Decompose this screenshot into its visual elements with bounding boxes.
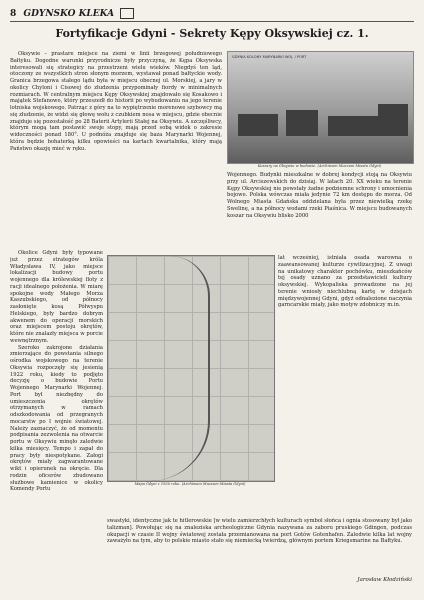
- photo-caption: Koszary na Oksywiu w budowie. (Archiwum Muzeum Miasta Gdyni): [257, 164, 382, 168]
- paragraph: lat wcześniej, istniała osada warowna o zaawansowanej kulturze cywilizacyjnej. Z uwagi na unikatowy charakter pochówku, mieszkańców tej osady uznano za przedstawicieli kultury oksywskiej. Wykopaliska prowadzone na jej terenie wniosły niechlubną kartę w dziejach międzywojennej Gdyni, gdyż odnalezione naczynia garncarskie miały, jako motyw zdobniczy m.in.: [278, 255, 412, 309]
- map-caption: Mapa Gdyni z 1930 roku. (Archiwum Muzeum Miasta Gdyni): [134, 482, 246, 486]
- header-rule: [10, 21, 414, 22]
- barracks-photo: [227, 51, 414, 164]
- paragraph: Wojennego. Budynki mieszkalne w dobrej kondycji stoją na Oksywiu przy ul. Arciszewskich do dzisiaj. W latach 20. XX wieku na terenie Kępy Oksywskiej nie powstały żadne podziemne schrony i umocnienia bojowe. Polska wówczas miała jedynie 72 km dostępu do morza. Od Wolnego Miasta Gdańska oddzielana była przez niewielką rzekę Swelinę, a na północy wodami rzeki Piaśnica. W miejscu budowanych koszar na Oksywiu blisko 2000: [227, 172, 412, 219]
- photo-label: GDYNIA KOLONY MARYNARKI WOJ. / PORT: [232, 55, 307, 59]
- paragraph: Oksywie – prastare miejsce na ziemi w linii brzegowej południowego Bałtyku. Dogodne warunki przyrodnicze były przyczyną, że Kępa Oksywska interesowali się strategicy na przestrzeni wielu wieków. Niegdyś ten ląd, otoczony ze wszystkich stron słonym morzem, wystawał ponad bałtyckie wody. Granica brzegowa stałego lądu była w miejscu obecnej ul. Morskiej, a jary w okolicy Chyloni i Cisowej do złudzenia przypominały fiordy w minimalnych rozmiarach. W centralnym miejscu Kępy Oksywskiej znajdowało się Kosakowo i majątek Stefanowo, który przeszedł do historii po wybudowaniu na jego terenie lotniska wojskowego. Patrząc z góry na to wypiętrzenie morenowe szybowcy mą się złudzenie, że widzi się głowę wołu z czubkiem nosa w miejscu, gdzie obecnie znajduje się pozostałość po 28 Baterii Artylerii Stałej na Oksywiu. A szczęśliwcy, którym mogą tam postawić swoje stopy, mają przed sobą widok o zakresie widoczności ponad 180°. U podnóża znajduje się baza Marynarki Wojennej, która będzie bohaterką kilku opowieści na kartach kwartalnika, który mają Państwo okazję mieć w ręku.: [10, 51, 222, 152]
- gdynia-map-1930: [107, 255, 275, 482]
- article-title: Fortyfikacje Gdyni - Sekrety Kępy Oksywskiej cz. 1.: [55, 27, 369, 40]
- right-column-top: [227, 172, 412, 255]
- left-column-top: [10, 51, 222, 251]
- paragraph: Okolice Gdyni były typowane już przez strategów króla Władysława IV, jako miejsce lokalizacji budowy portu wojennego dla królewskiej floty z racji idealnego położenia. W miarę spokojne wody Małego Morza Kaszubskiego, od północy zasłonięte kosą Półwyspu Helskiego, były bardzo dobrym akwenem do operacji morskich oraz miejscem postoju okrętów, które nie znalazły miejsca w porcie wewnętrznym.: [10, 250, 103, 344]
- right-column-middle: [278, 255, 412, 517]
- bottom-text: [107, 518, 412, 574]
- left-column-middle: [10, 250, 103, 508]
- paragraph: Szeroko zakrojone działania zmierzające do powstania silnego ośrodka wojskowego na terenie Oksywia rozpoczęły się jesienią 1922 roku, kiedy to podjęto decyzję o budowie Portu Wojennego Marynarki Wojennej. Port był niezbędny do umieszczenia okrętów otrzymanych w ramach odszkodowania od przegranych mocarstw po I wojnie światowej. Należy zaznaczyć, że od momentu podpisania zezwolenia na otwarcie portu w Oksywiu minęło zaledwie kilka miesięcy. Tempo i zapał do pracy były niespotykane. Załogi okrętów miały zagwarantowane wikt i opierunek na okręcie. Dla rodzin oficerów zbudowano służbowe kamienice w okolicy Komendy Portu: [10, 344, 103, 493]
- page-header: [10, 8, 134, 19]
- author-signature: Jarosław Kłodziński: [357, 577, 412, 583]
- page-number: 8: [10, 9, 17, 19]
- magazine-logo-icon: [120, 8, 134, 19]
- paragraph: swastyki, identyczne jak te hitlerowskie [w wielu zamierzchłych kulturach symbol słońca i ognia stosowany był jako talizman]. Powołując się na znaleziska archeologiczne Gdynia nazywana za zaboru pruskiego Gdingen, podczas okupacji w czasie II wojny światowej została przemianowana na port Gotów Gotenhafen. Zaledwie kilka lat wojny zaważyło na tym, aby to polskie miasto stało się niemiecką twierdzą, głównym portem Kriegsmarine na Bałtyku.: [107, 518, 412, 545]
- magazine-name: GDYNSKO KLEKA: [23, 9, 115, 19]
